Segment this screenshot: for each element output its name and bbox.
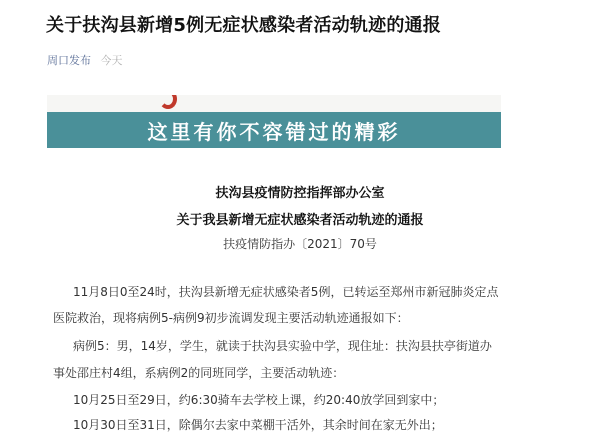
article-title: 关于扶沟县新增5例无症状感染者活动轨迹的通报 bbox=[46, 15, 441, 36]
promo-banner[interactable] bbox=[47, 95, 501, 148]
banner-strip bbox=[47, 112, 501, 148]
body-paragraph-4: 10月30日至31日，除偶尔去家中菜棚干活外，其余时间在家无外出； bbox=[73, 418, 443, 432]
article-meta bbox=[47, 52, 123, 68]
banner-decoration bbox=[159, 95, 177, 109]
notice-doc-number: 扶疫情防指办〔2021〕70号 bbox=[223, 237, 377, 251]
body-paragraph-2-line-2: 事处邵庄村4组，系病例2的同班同学，主要活动轨迹： bbox=[53, 366, 345, 380]
publish-date: 今天 bbox=[100, 54, 123, 67]
banner-text: 这里有你不容错过的精彩 bbox=[147, 119, 401, 144]
notice-issuer: 扶沟县疫情防控指挥部办公室 bbox=[215, 186, 385, 201]
body-paragraph-1-line-1: 11月8日0至24时，扶沟县新增无症状感染者5例，已转运至郑州市新冠肺炎定点 bbox=[73, 285, 499, 299]
body-paragraph-1-line-2: 医院救治，现将病例5-病例9初步流调发现主要活动轨迹通报如下： bbox=[53, 311, 409, 325]
body-paragraph-3: 10月25日至29日，约6:30骑车去学校上课，约20:40放学回到家中； bbox=[73, 393, 445, 407]
notice-heading: 关于我县新增无症状感染者活动轨迹的通报 bbox=[176, 213, 424, 228]
body-paragraph-2-line-1: 病例5：男，14岁，学生，就读于扶沟县实验中学，现住址：扶沟县扶亭街道办 bbox=[73, 339, 492, 353]
source-link[interactable]: 周口发布 bbox=[47, 54, 91, 67]
